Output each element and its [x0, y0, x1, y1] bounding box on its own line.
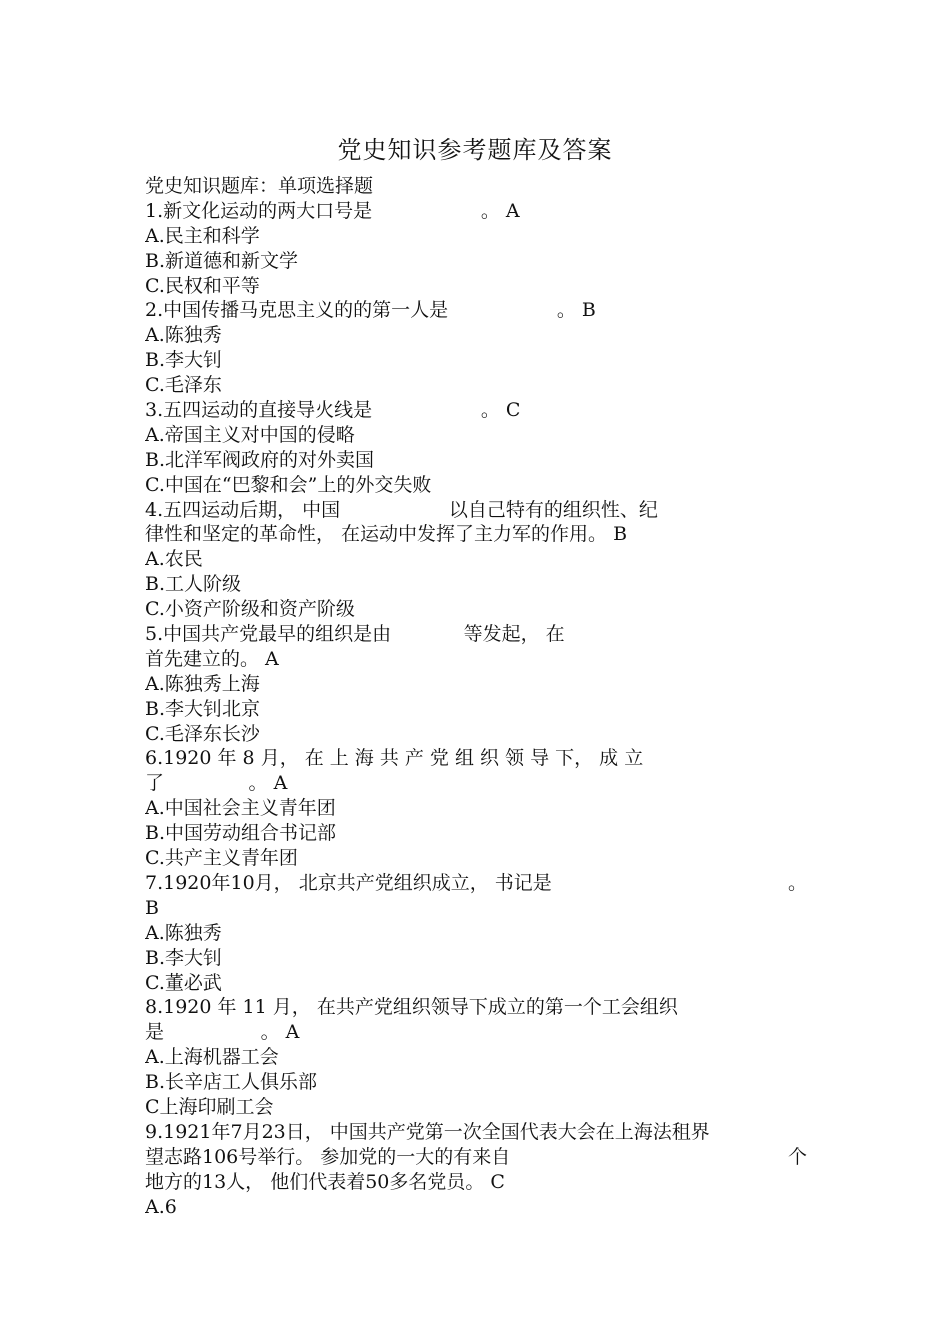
- option-4a: A.农民: [145, 548, 203, 571]
- question-5-line-1: 5.中国共产党最早的组织是由 等发起， 在: [145, 623, 565, 646]
- question-7-line-2: B: [145, 896, 159, 919]
- option-2a: A.陈独秀: [145, 324, 222, 347]
- document-title: 党史知识参考题库及答案: [337, 136, 613, 164]
- option-3b: B.北洋军阀政府的对外卖国: [145, 448, 375, 471]
- question-9-count-word: 个: [787, 1145, 807, 1168]
- question-6-line-2: 了 。 A: [145, 772, 288, 795]
- option-8c: C上海印刷工会: [145, 1095, 274, 1118]
- option-9a: A.6: [145, 1195, 177, 1218]
- question-7-line-1: [145, 871, 807, 896]
- document-body: [145, 174, 807, 1219]
- option-2b: B.李大钊: [145, 349, 223, 372]
- option-6c: C.共产主义青年团: [145, 847, 298, 870]
- option-3a: A.帝国主义对中国的侵略: [145, 423, 355, 446]
- question-8-line-1: 8.1920 年 11 月， 在共产党组织领导下成立的第一个工会组织: [145, 996, 678, 1019]
- option-6a: A.中国社会主义青年团: [145, 797, 336, 820]
- option-6b: B.中国劳动组合书记部: [145, 822, 337, 845]
- question-1: 1.新文化运动的两大口号是 。 A: [145, 199, 520, 222]
- question-5-line-2: 首先建立的。 A: [145, 647, 279, 670]
- option-5c: C.毛泽东长沙: [145, 722, 260, 745]
- option-7a: A.陈独秀: [145, 921, 222, 944]
- option-7b: B.李大钊: [145, 946, 223, 969]
- question-2: 2.中国传播马克思主义的的第一人是 。 B: [145, 299, 596, 322]
- question-9-text: 望志路106号举行。 参加党的一大的有来自: [145, 1145, 511, 1168]
- question-7-period: 。: [787, 871, 807, 894]
- question-6-line-1: 6.1920 年 8 月， 在 上 海 共 产 党 组 织 领 导 下， 成 立: [145, 747, 644, 770]
- option-1b: B.新道德和新文学: [145, 249, 299, 272]
- section-heading: 党史知识题库：单项选择题: [145, 175, 374, 197]
- question-8-line-2: 是 。 A: [145, 1021, 300, 1044]
- question-4-line-1: 4.五四运动后期， 中国 以自己特有的组织性、纪: [145, 498, 658, 521]
- option-3c: C.中国在“巴黎和会”上的外交失败: [145, 473, 432, 496]
- option-1c: C.民权和平等: [145, 274, 260, 297]
- option-2c: C.毛泽东: [145, 374, 222, 397]
- question-4-line-2: 律性和坚定的革命性， 在运动中发挥了主力军的作用。 B: [145, 523, 628, 546]
- option-5a: A.陈独秀上海: [145, 672, 260, 695]
- option-4b: B.工人阶级: [145, 573, 242, 596]
- option-7c: C.董必武: [145, 971, 222, 994]
- option-8a: A.上海机器工会: [145, 1046, 279, 1069]
- question-7-text: 7.1920年10月， 北京共产党组织成立， 书记是: [145, 871, 552, 894]
- question-9-line-1: 9.1921年7月23日， 中国共产党第一次全国代表大会在上海法租界: [145, 1120, 710, 1143]
- question-3: 3.五四运动的直接导火线是 。 C: [145, 399, 521, 422]
- question-9-line-3: 地方的13人， 他们代表着50多名党员。 C: [145, 1170, 505, 1193]
- option-1a: A.民主和科学: [145, 224, 260, 247]
- option-4c: C.小资产阶级和资产阶级: [145, 598, 355, 621]
- option-8b: B.长辛店工人俱乐部: [145, 1071, 318, 1094]
- question-9-line-2: [145, 1145, 807, 1170]
- option-5b: B.李大钊北京: [145, 697, 261, 720]
